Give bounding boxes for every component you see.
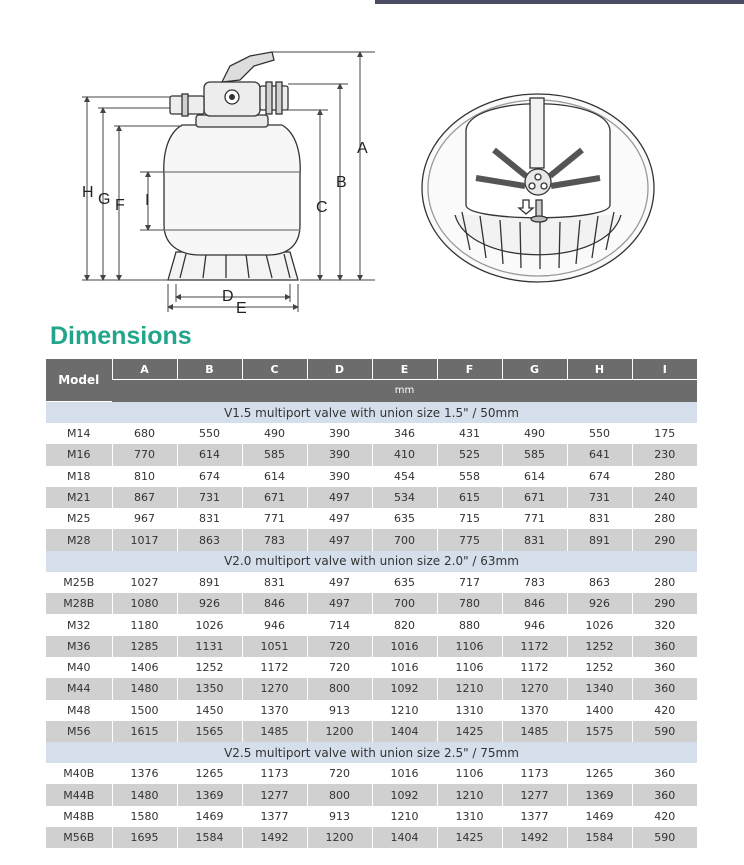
dimension-cell: 490 — [242, 423, 307, 444]
dimension-cell: 1469 — [177, 806, 242, 827]
dimension-cell: 717 — [437, 572, 502, 593]
dimension-cell: 360 — [632, 784, 697, 805]
model-cell: M40 — [46, 657, 112, 678]
dimension-cell: 1310 — [437, 700, 502, 721]
dimension-cell: 1200 — [307, 721, 372, 742]
dimension-cell: 497 — [307, 508, 372, 529]
dimension-cell: 590 — [632, 827, 697, 848]
dimension-cell: 831 — [242, 572, 307, 593]
dimension-cell: 1370 — [242, 700, 307, 721]
dimension-cell: 240 — [632, 487, 697, 508]
dimension-cell: 1017 — [112, 529, 177, 550]
dimension-cell: 390 — [307, 466, 372, 487]
dimension-cell: 831 — [502, 529, 567, 550]
dimension-cell: 1106 — [437, 636, 502, 657]
dimension-cell: 680 — [112, 423, 177, 444]
dimension-cell: 810 — [112, 466, 177, 487]
dimension-cell: 497 — [307, 487, 372, 508]
table-row — [46, 614, 697, 635]
label-e: E — [236, 300, 247, 317]
dimension-cell: 615 — [437, 487, 502, 508]
dimension-cell: 490 — [502, 423, 567, 444]
dimension-cell: 390 — [307, 423, 372, 444]
dimension-cell: 280 — [632, 572, 697, 593]
dimension-cell: 1252 — [567, 636, 632, 657]
dimension-cell: 1173 — [502, 763, 567, 784]
dimension-cell: 1485 — [242, 721, 307, 742]
table-row — [46, 763, 697, 784]
dimension-cell: 641 — [567, 444, 632, 465]
label-i: I — [145, 192, 150, 209]
dimension-cell: 280 — [632, 508, 697, 529]
dimension-cell: 780 — [437, 593, 502, 614]
column-header-b: B — [177, 359, 242, 380]
dimension-cell: 946 — [502, 614, 567, 635]
dimension-cell: 731 — [177, 487, 242, 508]
dimension-cell: 614 — [242, 466, 307, 487]
table-row — [46, 487, 697, 508]
column-header-f: F — [437, 359, 502, 380]
dimension-cell: 280 — [632, 466, 697, 487]
dimension-cell: 497 — [307, 572, 372, 593]
dimension-cell: 1565 — [177, 721, 242, 742]
dimension-cell: 1051 — [242, 636, 307, 657]
table-row — [46, 444, 697, 465]
dimension-cell: 1377 — [242, 806, 307, 827]
valve-group-row — [46, 402, 697, 424]
dimension-cell: 1210 — [437, 678, 502, 699]
label-g: G — [98, 191, 111, 208]
table-row — [46, 700, 697, 721]
lateral-detail-view — [422, 94, 654, 282]
dimension-cell: 614 — [502, 466, 567, 487]
dimension-cell: 614 — [177, 444, 242, 465]
table-row — [46, 657, 697, 678]
column-header-e: E — [372, 359, 437, 380]
dimension-cell: 1450 — [177, 700, 242, 721]
dimension-cell: 1173 — [242, 763, 307, 784]
dimension-cell: 1252 — [567, 657, 632, 678]
valve-group-title: V2.5 multiport valve with union size 2.5" / 75mm — [46, 742, 697, 763]
table-row — [46, 806, 697, 827]
table-row — [46, 529, 697, 550]
dimension-cell: 1369 — [177, 784, 242, 805]
dimension-cell: 731 — [567, 487, 632, 508]
label-h: H — [82, 184, 94, 201]
dimension-cell: 230 — [632, 444, 697, 465]
table-row — [46, 593, 697, 614]
dimension-cell: 863 — [567, 572, 632, 593]
valve-group-row — [46, 742, 697, 763]
dimension-cell: 926 — [177, 593, 242, 614]
dimension-cell: 290 — [632, 529, 697, 550]
dimension-cell: 1252 — [177, 657, 242, 678]
model-cell: M18 — [46, 466, 112, 487]
dimension-cell: 1016 — [372, 636, 437, 657]
dimensions-heading: Dimensions — [50, 322, 192, 350]
valve-group-title: V1.5 multiport valve with union size 1.5" / 50mm — [46, 402, 697, 424]
dimension-cell: 1492 — [502, 827, 567, 848]
dimension-cell: 867 — [112, 487, 177, 508]
valve-group-title: V2.0 multiport valve with union size 2.0" / 63mm — [46, 551, 697, 572]
model-cell: M48B — [46, 806, 112, 827]
model-cell: M44 — [46, 678, 112, 699]
dimension-cell: 714 — [307, 614, 372, 635]
dimension-cell: 1092 — [372, 784, 437, 805]
dimension-cell: 863 — [177, 529, 242, 550]
dimension-cell: 1369 — [567, 784, 632, 805]
dimension-cell: 1584 — [177, 827, 242, 848]
dimension-cell: 1172 — [242, 657, 307, 678]
dimension-cell: 1376 — [112, 763, 177, 784]
dimension-cell: 410 — [372, 444, 437, 465]
dimension-cell: 700 — [372, 529, 437, 550]
dimension-cell: 846 — [502, 593, 567, 614]
dimension-cell: 1480 — [112, 678, 177, 699]
column-header-a: A — [112, 359, 177, 380]
dimension-cell: 671 — [502, 487, 567, 508]
dimension-cell: 771 — [502, 508, 567, 529]
model-cell: M21 — [46, 487, 112, 508]
dimension-cell: 820 — [372, 614, 437, 635]
model-cell: M44B — [46, 784, 112, 805]
dimension-cell: 1370 — [502, 700, 567, 721]
dimension-cell: 635 — [372, 508, 437, 529]
table-row — [46, 466, 697, 487]
dimension-cell: 346 — [372, 423, 437, 444]
dimension-cell: 558 — [437, 466, 502, 487]
dimension-cell: 1026 — [177, 614, 242, 635]
dimension-cell: 783 — [242, 529, 307, 550]
dimension-cell: 1469 — [567, 806, 632, 827]
label-d: D — [222, 288, 234, 305]
dimension-cell: 360 — [632, 636, 697, 657]
dimension-cell: 1485 — [502, 721, 567, 742]
dimension-cell: 800 — [307, 784, 372, 805]
dimension-cell: 1406 — [112, 657, 177, 678]
dimension-cell: 360 — [632, 678, 697, 699]
table-row — [46, 784, 697, 805]
dimension-cell: 1492 — [242, 827, 307, 848]
model-header: Model — [46, 359, 112, 402]
dimension-cell: 390 — [307, 444, 372, 465]
dimension-cell: 534 — [372, 487, 437, 508]
label-c: C — [316, 199, 328, 216]
model-cell: M32 — [46, 614, 112, 635]
table-row — [46, 636, 697, 657]
dimension-cell: 497 — [307, 529, 372, 550]
dimension-cell: 1180 — [112, 614, 177, 635]
model-cell: M25B — [46, 572, 112, 593]
dimension-cell: 1016 — [372, 657, 437, 678]
column-header-g: G — [502, 359, 567, 380]
dimension-cell: 1277 — [502, 784, 567, 805]
dimension-cell: 880 — [437, 614, 502, 635]
unit-row — [46, 380, 697, 402]
dimensions-table-body — [46, 402, 697, 849]
dimension-cell: 1277 — [242, 784, 307, 805]
column-header-row — [46, 359, 697, 380]
dimension-cell: 913 — [307, 700, 372, 721]
dimension-cell: 1404 — [372, 721, 437, 742]
dimension-cell: 671 — [242, 487, 307, 508]
dimension-cell: 1106 — [437, 763, 502, 784]
dimension-cell: 1425 — [437, 827, 502, 848]
dimension-cell: 891 — [567, 529, 632, 550]
dimension-cell: 674 — [567, 466, 632, 487]
dimension-cell: 775 — [437, 529, 502, 550]
model-cell: M14 — [46, 423, 112, 444]
column-header-i: I — [632, 359, 697, 380]
dimension-cell: 1172 — [502, 636, 567, 657]
diagram-svg — [0, 0, 744, 325]
table-row — [46, 827, 697, 848]
dimension-cell: 674 — [177, 466, 242, 487]
dimension-cell: 846 — [242, 593, 307, 614]
model-cell: M28 — [46, 529, 112, 550]
dimension-cell: 1480 — [112, 784, 177, 805]
label-b: B — [336, 174, 347, 191]
dimension-cell: 700 — [372, 593, 437, 614]
column-header-c: C — [242, 359, 307, 380]
dimension-cell: 550 — [177, 423, 242, 444]
dimension-cell: 431 — [437, 423, 502, 444]
table-row — [46, 423, 697, 444]
dimension-cell: 800 — [307, 678, 372, 699]
dimension-cell: 1027 — [112, 572, 177, 593]
dimension-cell: 1026 — [567, 614, 632, 635]
dimension-cell: 946 — [242, 614, 307, 635]
dimension-cell: 1695 — [112, 827, 177, 848]
dimension-cell: 525 — [437, 444, 502, 465]
column-header-h: H — [567, 359, 632, 380]
dimension-cell: 1580 — [112, 806, 177, 827]
dimension-cell: 590 — [632, 721, 697, 742]
dimension-cell: 1172 — [502, 657, 567, 678]
dimension-cell: 720 — [307, 763, 372, 784]
dimension-cell: 1270 — [242, 678, 307, 699]
dimension-cell: 831 — [567, 508, 632, 529]
dimension-cell: 715 — [437, 508, 502, 529]
dimension-cell: 1092 — [372, 678, 437, 699]
table-row — [46, 572, 697, 593]
unit-label: mm — [112, 380, 697, 402]
model-cell: M25 — [46, 508, 112, 529]
dimension-cell: 1210 — [437, 784, 502, 805]
dimension-cell: 1400 — [567, 700, 632, 721]
dimension-cell: 360 — [632, 763, 697, 784]
model-cell: M56B — [46, 827, 112, 848]
filter-dimension-diagram — [0, 0, 744, 325]
dimension-cell: 926 — [567, 593, 632, 614]
table-row — [46, 678, 697, 699]
dimension-cell: 913 — [307, 806, 372, 827]
dimension-cell: 1500 — [112, 700, 177, 721]
dimension-cell: 771 — [242, 508, 307, 529]
dimension-cell: 585 — [242, 444, 307, 465]
dimension-cell: 831 — [177, 508, 242, 529]
label-a: A — [357, 140, 368, 157]
dimension-cell: 1210 — [372, 700, 437, 721]
filter-side-view — [164, 52, 300, 280]
dimension-cell: 1350 — [177, 678, 242, 699]
dimensions-table — [46, 359, 697, 848]
dimension-cell: 720 — [307, 657, 372, 678]
dimension-cell: 720 — [307, 636, 372, 657]
dimension-cell: 1340 — [567, 678, 632, 699]
dimension-cell: 1377 — [502, 806, 567, 827]
dimension-cell: 420 — [632, 806, 697, 827]
model-cell: M16 — [46, 444, 112, 465]
label-f: F — [115, 197, 125, 214]
table-row — [46, 508, 697, 529]
dimension-cell: 1210 — [372, 806, 437, 827]
dimension-cell: 175 — [632, 423, 697, 444]
model-cell: M28B — [46, 593, 112, 614]
dimension-cell: 1131 — [177, 636, 242, 657]
dimension-cell: 1404 — [372, 827, 437, 848]
dimension-cell: 360 — [632, 657, 697, 678]
model-cell: M40B — [46, 763, 112, 784]
dimension-cell: 550 — [567, 423, 632, 444]
dimension-cell: 320 — [632, 614, 697, 635]
dimension-cell: 290 — [632, 593, 697, 614]
dimension-cell: 1265 — [567, 763, 632, 784]
dimension-cell: 1016 — [372, 763, 437, 784]
table-row — [46, 721, 697, 742]
dimension-cell: 585 — [502, 444, 567, 465]
dimension-cell: 1200 — [307, 827, 372, 848]
dimension-cell: 1285 — [112, 636, 177, 657]
dimension-cell: 1584 — [567, 827, 632, 848]
dimension-cell: 967 — [112, 508, 177, 529]
dimension-cell: 454 — [372, 466, 437, 487]
model-cell: M48 — [46, 700, 112, 721]
dimension-cell: 891 — [177, 572, 242, 593]
model-cell: M56 — [46, 721, 112, 742]
dimension-cell: 497 — [307, 593, 372, 614]
dimension-cell: 1106 — [437, 657, 502, 678]
dimension-cell: 1265 — [177, 763, 242, 784]
dimension-cell: 1080 — [112, 593, 177, 614]
dimension-cell: 420 — [632, 700, 697, 721]
dimension-cell: 635 — [372, 572, 437, 593]
column-header-d: D — [307, 359, 372, 380]
dimension-cell: 1425 — [437, 721, 502, 742]
dimension-cell: 783 — [502, 572, 567, 593]
dimension-cell: 1270 — [502, 678, 567, 699]
model-cell: M36 — [46, 636, 112, 657]
dimension-cell: 770 — [112, 444, 177, 465]
valve-group-row — [46, 551, 697, 572]
dimension-cell: 1615 — [112, 721, 177, 742]
dimension-cell: 1575 — [567, 721, 632, 742]
dimension-cell: 1310 — [437, 806, 502, 827]
